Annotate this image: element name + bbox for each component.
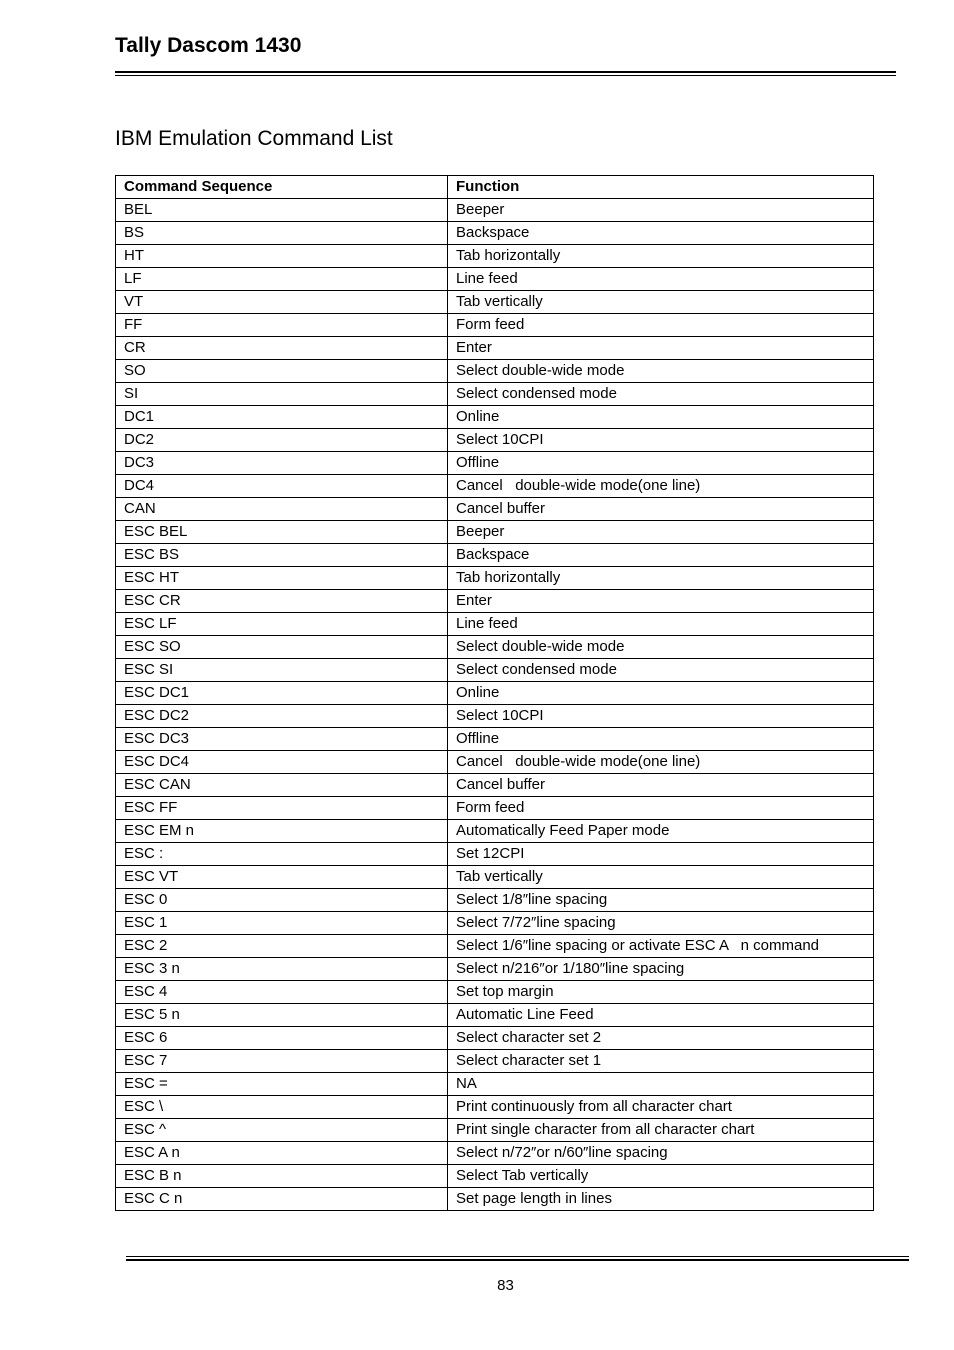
command-sequence-cell: ESC CR [116,590,448,613]
function-cell: Cancel double-wide mode(one line) [448,751,874,774]
command-sequence-cell: FF [116,314,448,337]
function-cell: Beeper [448,521,874,544]
table-row [116,291,874,314]
page-number: 83 [497,1277,514,1294]
table-row [116,1027,874,1050]
table-row [116,981,874,1004]
command-table [115,175,874,1211]
document-header-title: Tally Dascom 1430 [115,34,302,57]
header-rule [115,71,896,73]
function-cell: Line feed [448,268,874,291]
command-sequence-cell: ESC BEL [116,521,448,544]
table-row [116,728,874,751]
command-sequence-cell: DC4 [116,475,448,498]
command-sequence-cell: ESC HT [116,567,448,590]
command-sequence-cell: ESC VT [116,866,448,889]
command-sequence-cell: ESC FF [116,797,448,820]
footer-rule [126,1259,909,1261]
command-sequence-cell: DC2 [116,429,448,452]
table-row [116,613,874,636]
function-cell: Offline [448,728,874,751]
table-row [116,1050,874,1073]
command-sequence-cell: ESC DC4 [116,751,448,774]
command-sequence-cell: ESC ^ [116,1119,448,1142]
command-sequence-cell: ESC 0 [116,889,448,912]
function-cell: Cancel buffer [448,498,874,521]
command-sequence-cell: ESC SO [116,636,448,659]
function-cell: Automatically Feed Paper mode [448,820,874,843]
command-sequence-cell: HT [116,245,448,268]
command-sequence-cell: ESC 2 [116,935,448,958]
table-row [116,958,874,981]
function-cell: Line feed [448,613,874,636]
command-sequence-cell: ESC 5 n [116,1004,448,1027]
function-cell: Select 7/72″line spacing [448,912,874,935]
command-sequence-cell: BS [116,222,448,245]
command-sequence-cell: ESC 4 [116,981,448,1004]
table-row [116,590,874,613]
table-row [116,406,874,429]
function-cell: Print single character from all character chart [448,1119,874,1142]
command-sequence-cell: VT [116,291,448,314]
table-row [116,452,874,475]
command-sequence-cell: ESC 6 [116,1027,448,1050]
function-cell: Enter [448,590,874,613]
column-header-command-sequence: Command Sequence [116,176,448,199]
function-cell: Tab horizontally [448,567,874,590]
table-header-row [116,176,874,199]
table-row [116,751,874,774]
function-cell: Beeper [448,199,874,222]
command-sequence-cell: ESC DC1 [116,682,448,705]
table-row [116,1119,874,1142]
function-cell: Select double-wide mode [448,360,874,383]
function-cell: Print continuously from all character chart [448,1096,874,1119]
command-sequence-cell: CAN [116,498,448,521]
command-sequence-cell: ESC LF [116,613,448,636]
function-cell: Set 12CPI [448,843,874,866]
function-cell: Select double-wide mode [448,636,874,659]
function-cell: Select n/216″or 1/180″line spacing [448,958,874,981]
table-row [116,1004,874,1027]
function-cell: Cancel buffer [448,774,874,797]
table-row [116,337,874,360]
table-row [116,636,874,659]
function-cell: Online [448,682,874,705]
function-cell: Select 1/6″line spacing or activate ESC A n command [448,935,874,958]
command-sequence-cell: BEL [116,199,448,222]
command-sequence-cell: ESC SI [116,659,448,682]
function-cell: Select condensed mode [448,383,874,406]
table-row [116,705,874,728]
function-cell: Select 1/8″line spacing [448,889,874,912]
function-cell: Set page length in lines [448,1188,874,1211]
command-sequence-cell: ESC BS [116,544,448,567]
table-row [116,935,874,958]
table-row [116,659,874,682]
command-sequence-cell: ESC = [116,1073,448,1096]
command-sequence-cell: ESC : [116,843,448,866]
table-row [116,245,874,268]
function-cell: Form feed [448,797,874,820]
table-row [116,912,874,935]
function-cell: Automatic Line Feed [448,1004,874,1027]
table-row [116,843,874,866]
section-title: IBM Emulation Command List [115,127,393,150]
function-cell: Enter [448,337,874,360]
function-cell: Select character set 1 [448,1050,874,1073]
function-cell: Select condensed mode [448,659,874,682]
table-row [116,544,874,567]
table-row [116,1188,874,1211]
header-rule-thin [115,75,896,76]
function-cell: Tab horizontally [448,245,874,268]
table-row [116,682,874,705]
function-cell: Set top margin [448,981,874,1004]
command-sequence-cell: LF [116,268,448,291]
command-sequence-cell: ESC A n [116,1142,448,1165]
table-row [116,774,874,797]
table-row [116,521,874,544]
table-row [116,199,874,222]
command-sequence-cell: ESC 7 [116,1050,448,1073]
function-cell: Tab vertically [448,866,874,889]
command-sequence-cell: ESC EM n [116,820,448,843]
command-sequence-cell: SI [116,383,448,406]
table-row [116,222,874,245]
table-row [116,567,874,590]
command-sequence-cell: ESC \ [116,1096,448,1119]
function-cell: Select Tab vertically [448,1165,874,1188]
table-row [116,498,874,521]
function-cell: Tab vertically [448,291,874,314]
command-sequence-cell: ESC 3 n [116,958,448,981]
table-row [116,314,874,337]
command-sequence-cell: DC3 [116,452,448,475]
column-header-function: Function [448,176,874,199]
function-cell: Backspace [448,222,874,245]
command-sequence-cell: ESC 1 [116,912,448,935]
function-cell: Offline [448,452,874,475]
table-row [116,475,874,498]
table-row [116,889,874,912]
table-row [116,1165,874,1188]
table-row [116,820,874,843]
function-cell: Select 10CPI [448,705,874,728]
function-cell: Backspace [448,544,874,567]
function-cell: Online [448,406,874,429]
command-sequence-cell: ESC C n [116,1188,448,1211]
table-row [116,1096,874,1119]
command-sequence-cell: DC1 [116,406,448,429]
command-sequence-cell: CR [116,337,448,360]
command-sequence-cell: ESC CAN [116,774,448,797]
function-cell: NA [448,1073,874,1096]
table-row [116,1073,874,1096]
function-cell: Form feed [448,314,874,337]
function-cell: Select 10CPI [448,429,874,452]
table-row [116,268,874,291]
table-row [116,383,874,406]
table-row [116,797,874,820]
table-row [116,360,874,383]
command-sequence-cell: ESC DC3 [116,728,448,751]
function-cell: Cancel double-wide mode(one line) [448,475,874,498]
table-body [116,199,874,1211]
table-row [116,866,874,889]
function-cell: Select character set 2 [448,1027,874,1050]
command-sequence-cell: SO [116,360,448,383]
table-row [116,429,874,452]
footer-rule-thin [126,1256,909,1257]
function-cell: Select n/72″or n/60″line spacing [448,1142,874,1165]
command-sequence-cell: ESC DC2 [116,705,448,728]
command-sequence-cell: ESC B n [116,1165,448,1188]
table-row [116,1142,874,1165]
